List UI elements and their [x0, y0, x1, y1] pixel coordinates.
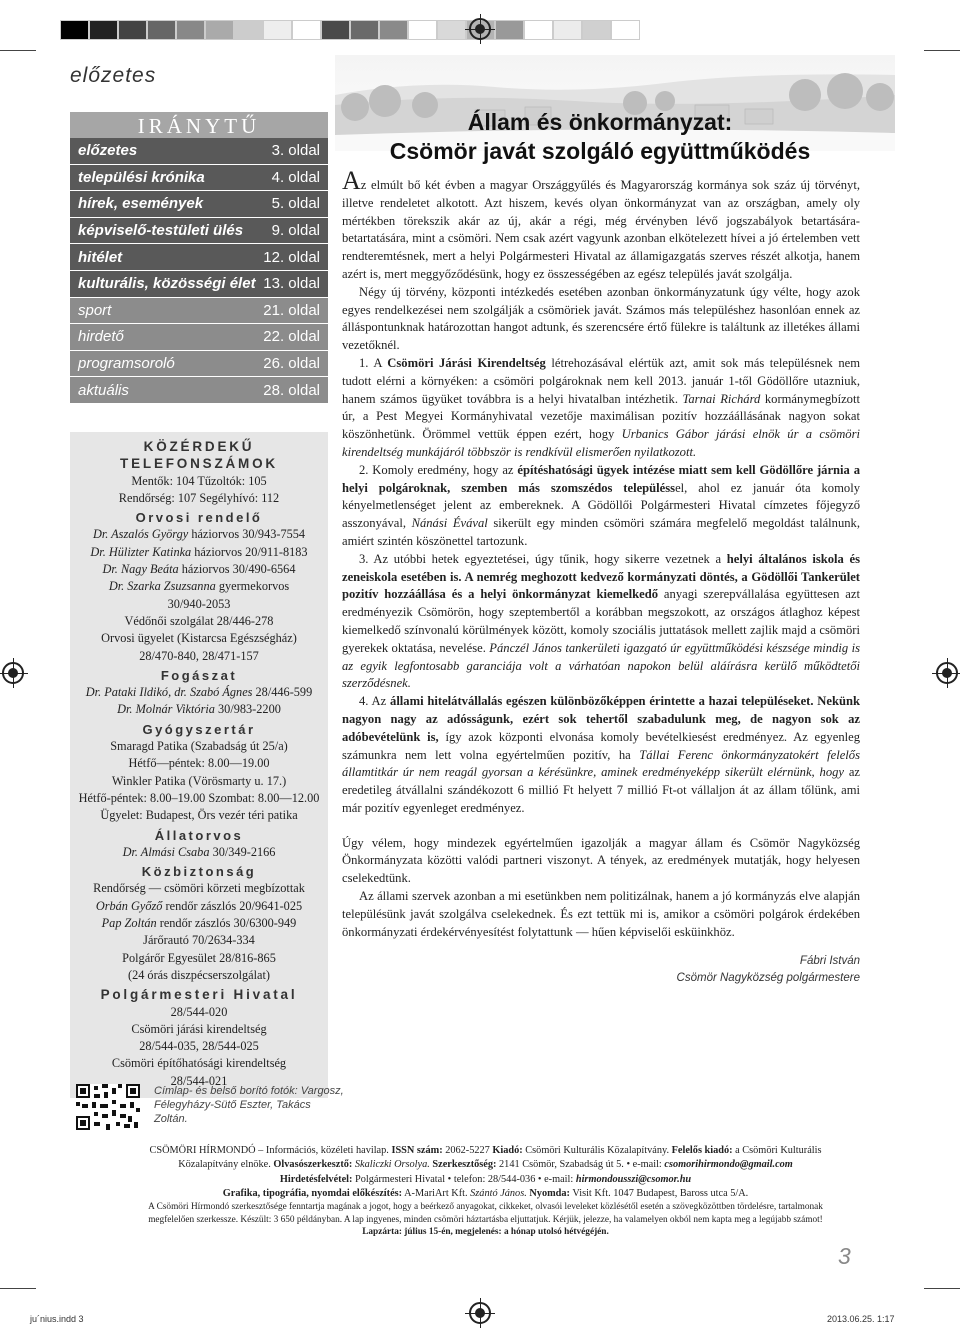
- print-slug-file: ju´nius.indd 3: [30, 1314, 84, 1324]
- emphasis: Pánczél János tankerületi igazgató úr együttműködési készsége mindig is az egyik legfontosabb garanciája volt a várhatóan napokon belül aláírásra kerülő működtetői szerződésnek.: [342, 640, 860, 691]
- colophon-line: A Csömöri Hírmondó szerkesztősége fenntartja magának a jogot, hogy a beérkező anyagokat, cikkeket, olvasói leveleket közlésétől esetén a szövegközöttben tördelésre, tartalmonak: [148, 1202, 823, 1213]
- paragraph-text: az eredetileg átvállalni szándékozott 6 millió Ft helyett 7 millió Ft-ot vállaljon át az állam tőlünk, ami már pozitív egyenleget eredményez.: [342, 765, 861, 815]
- toc-item-page: 3. oldal: [271, 142, 320, 160]
- contact-line: Hétfő—péntek: 8.00—19.00: [128, 756, 270, 771]
- article-paragraph: Az állami szervek azonban a mi esetünkben nem politizálnak, hanem a jó kormányzás elve alapján településünk javát szolgálva cselekednek. És ezt tettük mi is, amikor a csömöri polgárok érdekében önkormányzati érdekérvényesítést folytattunk — hűen képviselői esküinkhöz.: [342, 889, 860, 939]
- contact-line: [70, 701, 328, 718]
- article-paragraph: [342, 693, 860, 818]
- colophon-line: [88, 1187, 883, 1201]
- crop-line: [924, 1288, 960, 1289]
- toc-item: [70, 165, 328, 192]
- print-slug-date: 2013.06.25. 1:17: [827, 1314, 895, 1324]
- article-body: [342, 166, 861, 987]
- contact-detail: Polgárőr Egyesület 28/816-865: [122, 950, 276, 965]
- contact-detail: gyermekorvos: [218, 579, 290, 594]
- toc-item: [70, 298, 328, 325]
- colophon-text: 2062-5227: [442, 1145, 493, 1156]
- contact-line: Orvosi ügyelet (Kistarcsa Egészségház): [101, 631, 297, 646]
- emphasis: Tállai Ferenc önkormányzatokért felelős államtitkár úr nem reagál gyorsan a kérésünkre, aminek eredményeképp sikerült elérnünk, hogy: [342, 747, 860, 780]
- colophon-text: Visit Kft. 1047 Budapest, Baross utca 5/A.: [570, 1187, 749, 1199]
- colophon-text: Közalapítvány elnöke.: [178, 1159, 274, 1171]
- paragraph-text: kormánymegbízott úr, a Pest Megyei Kormányhivatal vezetője maximálisan pozitív hozzáállásának nagyon sokat köszönhetünk. Örömmel vettük éppen ezért, hogy: [342, 391, 860, 442]
- contact-line: [70, 932, 328, 949]
- emphasis: Nánási Évával: [411, 516, 488, 531]
- toc-item: [70, 244, 328, 271]
- colophon: [88, 1144, 883, 1239]
- colophon-email: csomorihirmondo@gmail.com: [664, 1159, 793, 1171]
- paragraph-text: így azok központi elvonása komoly bevételkiesést eredményez. Az egyenleg számunkra nem lett volna egyértelműen pozitív, ha: [342, 729, 861, 762]
- article-paragraph: [342, 462, 860, 551]
- contact-line: Hétfő-péntek: 8.00–19.00 Szombat: 8.00—12.00: [78, 790, 320, 805]
- contact-line: 28/470-840, 28/471-157: [139, 648, 259, 663]
- contact-detail: 30/349-2166: [212, 844, 276, 859]
- paragraph-text: 3. Az utóbbi hetek egyeztetései, úgy tűnik, hogy sikerre vezetnek a: [359, 551, 727, 566]
- dentist-title: Fogászat: [160, 667, 238, 683]
- contact-name: Dr. Aszalós György: [92, 527, 189, 542]
- qr-code-icon: [76, 1084, 140, 1130]
- toc-item: [70, 351, 328, 378]
- toc-item-page: 26. oldal: [263, 355, 320, 373]
- contact-line: [70, 684, 328, 701]
- toc-item-page: 13. oldal: [263, 275, 320, 293]
- signature: [342, 953, 860, 987]
- office-title: Polgármesteri Hivatal: [100, 987, 298, 1003]
- contact-line: [70, 967, 328, 984]
- toc-list: [70, 138, 328, 404]
- paragraph-text: sikerült egy minden csömöri számára megfelelő megoldást találnunk, amiért szintén köszönettel tartozunk.: [342, 516, 860, 548]
- contact-detail: rendőr zászlós 20/9641-025: [165, 898, 303, 913]
- doctors-title: Orvosi rendelő: [135, 510, 263, 526]
- emphasis: Csömöri Járási Kirendeltség: [387, 355, 546, 370]
- contacts-title: KÖZÉRDEKŰ TELEFONSZÁMOK: [120, 439, 278, 472]
- section-tag: előzetes: [70, 64, 157, 87]
- article-paragraph: [342, 551, 860, 693]
- toc-item-name: települési krónika: [78, 168, 205, 186]
- colophon-email: hirmondousszi@csomor.hu: [575, 1173, 692, 1185]
- contact-line: [70, 578, 328, 595]
- crop-line: [924, 50, 960, 51]
- contact-line: Winkler Patika (Vörösmarty u. 17.): [111, 773, 287, 788]
- colophon-label: Kiadó:: [492, 1145, 523, 1156]
- registration-mark-top-icon: [469, 18, 491, 40]
- crop-line: [0, 1288, 36, 1289]
- contact-line: [70, 844, 328, 861]
- contact-detail: 28/446-599: [255, 685, 313, 700]
- colophon-label: Olvasószerkesztő:: [273, 1159, 353, 1171]
- paragraph-text: 1. A: [359, 355, 388, 370]
- colophon-label: Szerkesztőség:: [429, 1159, 497, 1171]
- contact-detail: (24 órás diszpécserszolgálat): [127, 967, 271, 982]
- contact-name: Pap Zoltán: [101, 916, 157, 931]
- contact-detail: háziorvos 30/943-7554: [191, 527, 306, 542]
- paragraph-text: 4. Az: [359, 694, 391, 709]
- article-paragraph: [342, 355, 860, 462]
- paragraph-text: el, ahol ez január óta komoly kényelmetlenséget jelent az embereknek. A Gödöllői Polgármesteri Hivatal címzetes főjegyző asszonyával,: [342, 480, 860, 531]
- article-title: [345, 108, 855, 166]
- colophon-line: megfelelően szerkessze. Készült: 3 650 példányban. A lap ingyenes, minden csömöri háztartásba eljuttatjuk. Kérjük, jelezze, ha valamelyen okból nem kapta meg a legújabb számot!: [148, 1214, 823, 1225]
- article-title-line: Csömör javát szolgáló együttműködés: [389, 138, 811, 164]
- contact-line: [70, 880, 328, 897]
- colophon-line: [88, 1144, 883, 1158]
- colophon-line: [88, 1158, 883, 1172]
- contact-line: 28/544-035, 28/544-025: [139, 1039, 259, 1054]
- colophon-text: Skaliczki Orsolya.: [352, 1159, 430, 1171]
- contact-line: [70, 898, 328, 915]
- paragraph-text: z elmúlt bő két évben a magyar Országgyűlés és Magyarország kormánya sok száz új törvényt, illetve rendeletet alkotott. Azt hiszem, kevés olyan önkormányzat van az országban, amely oly mértékben törekszik akár az új, akár a régi, még érvényben lévő jogszabályok betartására-betartatására, mint a csömöri. Nem csak azért vagyunk azonban elkötelezett hívei a jó értelemben vett rendteremtésnek, mert a helyi Polgármesteri Hivatal az államigazgatás szerves részét alkotja, hanem azért is, mert meggyőződésünk, hogy ez összességében az egész település javát szolgálja.: [342, 178, 860, 281]
- toc-item-name: kulturális, közösségi élet: [78, 275, 256, 293]
- contact-name: Orbán Győző: [95, 898, 163, 913]
- dentists-list: [70, 684, 328, 719]
- emphasis: helyi általános iskola és zeneiskola esetében is. A nemrég meghozott kedvező kormányzati döntés, a Gödöllői Tankerület pozitív hozzáállása és a helyi önkormányzat kiemelkedő: [342, 551, 861, 602]
- contacts-box: [70, 432, 328, 1098]
- colophon-text: 2141 Csömör, Szabadság út 5. • e-mail:: [496, 1159, 665, 1171]
- registration-mark-right-icon: [936, 662, 958, 684]
- contact-line: Csömöri járási kirendeltség: [131, 1021, 267, 1036]
- contact-line: [70, 544, 328, 561]
- toc-item-name: programsoroló: [78, 355, 175, 373]
- drop-cap: A: [342, 166, 361, 195]
- toc-title: IRÁNYTŰ: [70, 112, 328, 138]
- security-list: [70, 880, 328, 984]
- emphasis: Urbanics Gábor járási elnök úr a csömöri kirendeltség munkájáról többször is rendkívül elismerően nyilatkozott.: [342, 427, 860, 459]
- colophon-line: [88, 1173, 883, 1187]
- contact-detail: háziorvos 30/490-6564: [181, 562, 296, 577]
- crop-line: [0, 50, 36, 51]
- contact-name: Dr. Molnár Viktória: [117, 702, 215, 717]
- colophon-deadline: Lapzárta: július 15-én, megjelenés: a hónap utolsó hétvégéjén.: [362, 1227, 609, 1238]
- contact-name: Dr. Nagy Beáta: [102, 562, 179, 577]
- contact-detail: 30/983-2200: [218, 702, 281, 717]
- colophon-label: Nyomda:: [526, 1187, 570, 1199]
- toc-item-page: 21. oldal: [263, 301, 320, 319]
- contact-name: Dr. Almási Csaba: [122, 844, 210, 859]
- contact-detail: rendőr zászlós 30/6300-949: [159, 916, 297, 931]
- toc-item-page: 22. oldal: [263, 328, 320, 346]
- toc-item-page: 4. oldal: [271, 168, 320, 186]
- toc-item: [70, 324, 328, 351]
- toc-item-page: 28. oldal: [263, 381, 320, 399]
- contact-line: Védőnői szolgálat 28/446-278: [124, 613, 274, 628]
- toc-item: [70, 377, 328, 404]
- toc-item-name: előzetes: [78, 142, 138, 160]
- toc-item: [70, 218, 328, 245]
- emergency-line: Rendőrség: 107 Segélyhívó: 112: [118, 490, 280, 505]
- contact-line: [70, 915, 328, 932]
- page-number: 3: [838, 1243, 851, 1269]
- toc-item: [70, 191, 328, 218]
- contact-line: [70, 526, 328, 543]
- contact-line: Ügyelet: Budapest, Örs vezér téri patika: [100, 808, 298, 823]
- toc-item: [70, 138, 328, 165]
- article-title-line: Állam és önkormányzat:: [467, 109, 733, 135]
- pharmacy-title: Gyógyszertár: [142, 721, 256, 737]
- registration-mark-left-icon: [2, 662, 24, 684]
- colophon-text: a Csömöri Kulturális: [732, 1145, 822, 1156]
- contact-line: [70, 561, 328, 578]
- contact-line: 28/544-020: [170, 1004, 228, 1019]
- paragraph-text: 2. Komoly eredmény, hogy az: [359, 462, 518, 477]
- colophon-label: Hirdetésfelvétel:: [279, 1173, 353, 1185]
- colophon-text: Csömöri Kulturális Közalapítvány.: [522, 1145, 672, 1156]
- toc-item-name: hírek, események: [78, 195, 204, 213]
- contact-name: Dr. Pataki Ildikó, dr. Szabó Ágnes: [85, 685, 253, 700]
- contact-name: Dr. Szarka Zsuzsanna: [108, 579, 216, 594]
- contact-line: Smaragd Patika (Szabadság út 25/a): [110, 739, 288, 754]
- emphasis: építéshatósági ügyek intézése miatt sem kell Gödöllőre járnia a helyi polgároknak, szemben más szomszédos településs: [342, 462, 860, 495]
- toc-item: [70, 271, 328, 298]
- contact-line: Csömöri építőhatósági kirendeltség: [111, 1056, 287, 1071]
- toc-item-name: hirdető: [78, 328, 124, 346]
- signature-title: Csömör Nagyközség polgármestere: [676, 972, 860, 985]
- toc-item-name: hitélet: [78, 248, 123, 266]
- emphasis: állami hitelátvállalás egészen különbözőképpen érintette a hazai településeket. Nekünk nagyon nagy az adósságunk, ezért sok tehertől szabadulunk meg, de nagyon sok az adóbevételünk is,: [342, 694, 861, 744]
- contact-line: 30/940-2053: [167, 596, 231, 611]
- paragraph-text: létrehozásával elértük azt, amit sok más településnek nem tudott elérni a környéken: a csömöri polgároknak nem kell 2013. január 1-től Gödöllőre utazniuk, hanem számos ügyüket továbbra is a helyi hivatalban intézhetik.: [342, 355, 861, 406]
- contact-name: Dr. Hülizter Katinka: [90, 544, 192, 559]
- colophon-text: Szántó János.: [470, 1187, 527, 1199]
- toc-item-page: 5. oldal: [271, 195, 320, 213]
- emergency-line: Mentők: 104 Tűzoltók: 105: [131, 473, 267, 488]
- toc-item-name: sport: [78, 301, 112, 319]
- paragraph-text: anyagi szerepvállalása együttesen azt eredményezik Csömörön, hogy szeptembertől a korábban megszokott, az országos átlaghoz képest kiemelkedő színvonalú körülmények között, komoly szociális juttatások mellett zajlik majd a csömöri gyerekek oktatása, nevelése.: [342, 587, 860, 655]
- contact-line: [70, 950, 328, 967]
- colophon-line: [88, 1226, 883, 1239]
- doctors-list: [70, 526, 328, 595]
- contact-line: 28/544-021: [170, 1073, 228, 1088]
- toc-item-name: képviselő-testületi ülés: [78, 222, 244, 240]
- colophon-label: ISSN szám:: [391, 1145, 443, 1156]
- contact-detail: Járőrautó 70/2634-334: [143, 933, 255, 948]
- toc-item-name: aktuális: [78, 381, 129, 399]
- emphasis: Tarnai Richárd: [682, 391, 761, 406]
- security-title: Közbiztonság: [141, 864, 257, 880]
- print-color-bar: [60, 20, 640, 40]
- colophon-text: CSÖMÖRI HÍRMONDÓ – Információs, közéleti havilap.: [149, 1145, 392, 1156]
- colophon-label: Grafika, tipográfia, nyomdai előkészítés:: [222, 1187, 403, 1199]
- toc-item-page: 12. oldal: [263, 248, 320, 266]
- article-paragraph: Úgy vélem, hogy mindezek egyértelműen igazolják a magyar állam és Csömör Nagyközség Önkormányzata közötti valódi partneri viszonyt. A tények, az eredmények mutatják, hogy helyesen cselekedtünk.: [342, 835, 860, 886]
- contact-detail: háziorvos 20/911-8183: [194, 544, 308, 559]
- photo-credit: Címlap- és belső borító fotók: Vargosz, Félegyházy-Sütő Eszter, Takács Zoltán.: [154, 1085, 344, 1125]
- colophon-text: A-MariArt Kft.: [402, 1187, 471, 1199]
- article-paragraph: [342, 166, 860, 284]
- contact-detail: Rendőrség — csömöri körzeti megbízottak: [93, 881, 305, 896]
- colophon-label: Felelős kiadó:: [671, 1145, 733, 1156]
- colophon-text: Polgármesteri Hivatal • telefon: 28/544-036 • e-mail:: [352, 1173, 576, 1185]
- toc-item-page: 9. oldal: [271, 222, 320, 240]
- article-paragraph: Négy új törvény, központi intézkedés esetében azonban önkormányzatunk úgy vélte, hogy azok egyes rendelkezései nem szolgálják a csömöriek javát. Számos más településhez hasonlóan ennek az álláspontunknak határozottan hangot adtunk, és szerencsére értő fülekre is találtunk az illetékes állami vezetőknél.: [342, 284, 860, 353]
- vet-title: Állatorvos: [154, 827, 244, 843]
- toc-box: [70, 112, 328, 404]
- registration-mark-bottom-icon: [469, 1302, 491, 1324]
- signature-name: Fábri István: [799, 955, 860, 968]
